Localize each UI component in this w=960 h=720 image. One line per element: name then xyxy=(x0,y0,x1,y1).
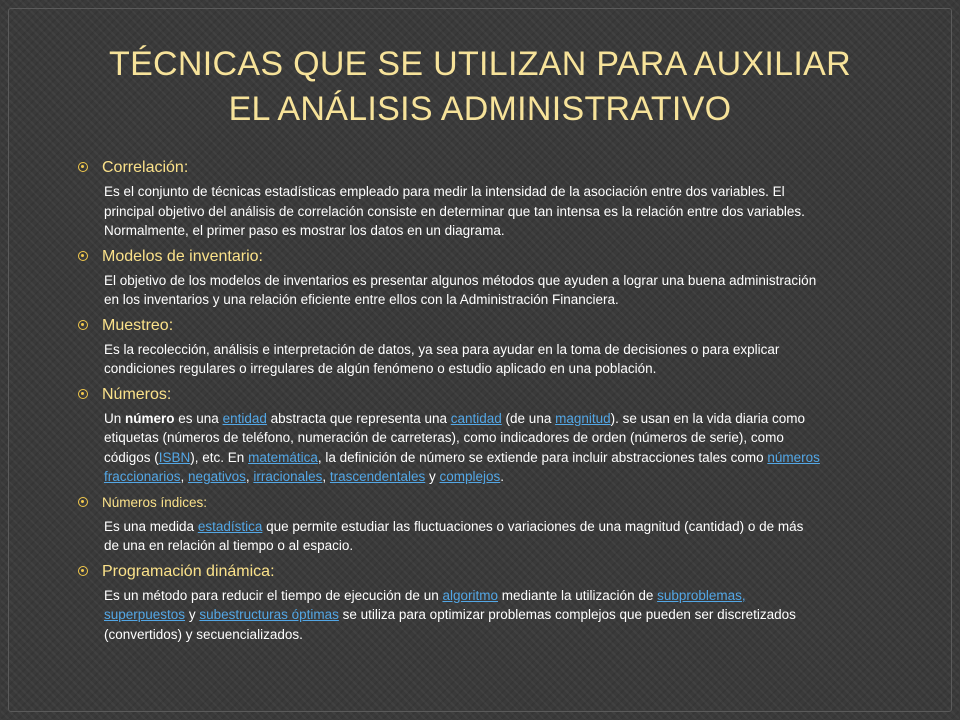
heading-text: Programación dinámica: xyxy=(102,562,275,580)
body-correlacion: Es el conjunto de técnicas estadísticas empleado para medir la intensidad de la asociación entre dos variables. El principal objetivo del análisis de correlación consiste en determinar que tan intensa es la relación entre dos variables. Normalmente, el primer paso es mostrar los datos en un diagrama. xyxy=(104,184,805,238)
bold-term-numero: número xyxy=(125,410,175,426)
heading-inventario xyxy=(78,247,822,267)
text-segment: Un xyxy=(104,410,126,426)
link-irracionales[interactable]: irracionales xyxy=(253,469,323,484)
heading-text: Números: xyxy=(102,385,172,403)
text-segment: , xyxy=(180,469,189,484)
bullet-icon xyxy=(78,162,88,172)
link-negativos[interactable]: negativos xyxy=(188,469,246,484)
text-segment: se utiliza para optimizar problemas complejos que pueden ser discretizados (convertidos) y secuencializados. xyxy=(104,607,796,642)
item-muestreo xyxy=(78,316,822,379)
item-indices xyxy=(78,493,822,556)
item-programacion xyxy=(78,562,822,645)
link-magnitud[interactable]: magnitud xyxy=(555,410,611,426)
text-segment: , xyxy=(245,469,254,484)
link-complejos[interactable]: complejos xyxy=(439,469,501,484)
item-numeros xyxy=(78,385,822,487)
heading-text: Modelos de inventario: xyxy=(102,247,263,265)
link-algoritmo[interactable]: algoritmo xyxy=(442,587,498,603)
text-segment: . xyxy=(500,469,505,484)
heading-muestreo xyxy=(78,316,822,336)
text-segment: y xyxy=(185,607,200,622)
text-segment: ), etc. En xyxy=(190,449,249,465)
text-segment: (de una xyxy=(501,410,556,426)
heading-numeros xyxy=(78,385,822,405)
slide-title xyxy=(40,42,920,132)
body-programacion xyxy=(78,586,822,645)
heading-text: Muestreo: xyxy=(102,316,174,334)
heading-correlacion xyxy=(78,158,822,178)
text-segment: , xyxy=(322,469,330,484)
title-line-2: EL ANÁLISIS ADMINISTRATIVO xyxy=(228,90,732,128)
heading-text: Números índices: xyxy=(102,494,208,510)
heading-indices xyxy=(78,493,822,513)
link-subproblemas[interactable]: subproblemas, superpuestos xyxy=(104,587,746,622)
text-segment: mediante la utilización de xyxy=(498,587,658,603)
link-cantidad[interactable]: cantidad xyxy=(450,410,502,426)
text-segment: , la definición de número se extiende para incluir abstracciones tales como xyxy=(317,449,768,465)
link-isbn[interactable]: ISBN xyxy=(158,449,191,465)
bullet-icon xyxy=(78,497,88,507)
bullet-icon xyxy=(78,320,88,330)
bullet-icon xyxy=(78,251,88,261)
text-segment: y xyxy=(425,469,440,484)
heading-programacion xyxy=(78,562,822,582)
text-segment: abstracta que representa una xyxy=(266,410,451,426)
link-matematica[interactable]: matemática xyxy=(248,449,318,465)
text-segment: es una xyxy=(174,410,223,426)
link-numeros-fraccionarios[interactable]: números fraccionarios xyxy=(104,449,820,484)
title-line-1: TÉCNICAS QUE SE UTILIZAN PARA AUXILIAR xyxy=(109,45,851,83)
link-estadistica[interactable]: estadística xyxy=(197,518,263,534)
content-list xyxy=(78,158,822,650)
bullet-icon xyxy=(78,566,88,576)
text-segment: ). se usan en la vida diaria como etiquetas (números de teléfono, numeración de carreteras), como indicadores de orden (números de serie), como códigos ( xyxy=(104,410,805,465)
body-muestreo: Es la recolección, análisis e interpretación de datos, ya sea para ayudar en la toma de decisiones o para explicar condiciones regulares o irregulares de algún fenómeno o estudio aplicado en una población. xyxy=(104,341,780,376)
link-trascendentales[interactable]: trascendentales xyxy=(329,469,426,484)
item-correlacion xyxy=(78,158,822,241)
text-segment: Es una medida xyxy=(104,518,198,534)
bullet-icon xyxy=(78,389,88,399)
body-indices xyxy=(78,517,822,556)
heading-text: Correlación: xyxy=(102,159,189,176)
body-numeros xyxy=(78,409,822,487)
text-segment: que permite estudiar las fluctuaciones o variaciones de una magnitud (cantidad) o de más de una en relación al tiempo o al espacio. xyxy=(104,518,804,553)
item-inventario xyxy=(78,247,822,310)
text-segment: Es un método para reducir el tiempo de ejecución de un xyxy=(104,587,443,603)
body-inventario: El objetivo de los modelos de inventarios es presentar algunos métodos que ayuden a lograr una buena administración en los inventarios y una relación eficiente entre ellos con la Administración Financiera. xyxy=(104,272,817,307)
link-entidad[interactable]: entidad xyxy=(222,410,267,426)
link-subestructuras[interactable]: subestructuras óptimas xyxy=(199,607,339,622)
